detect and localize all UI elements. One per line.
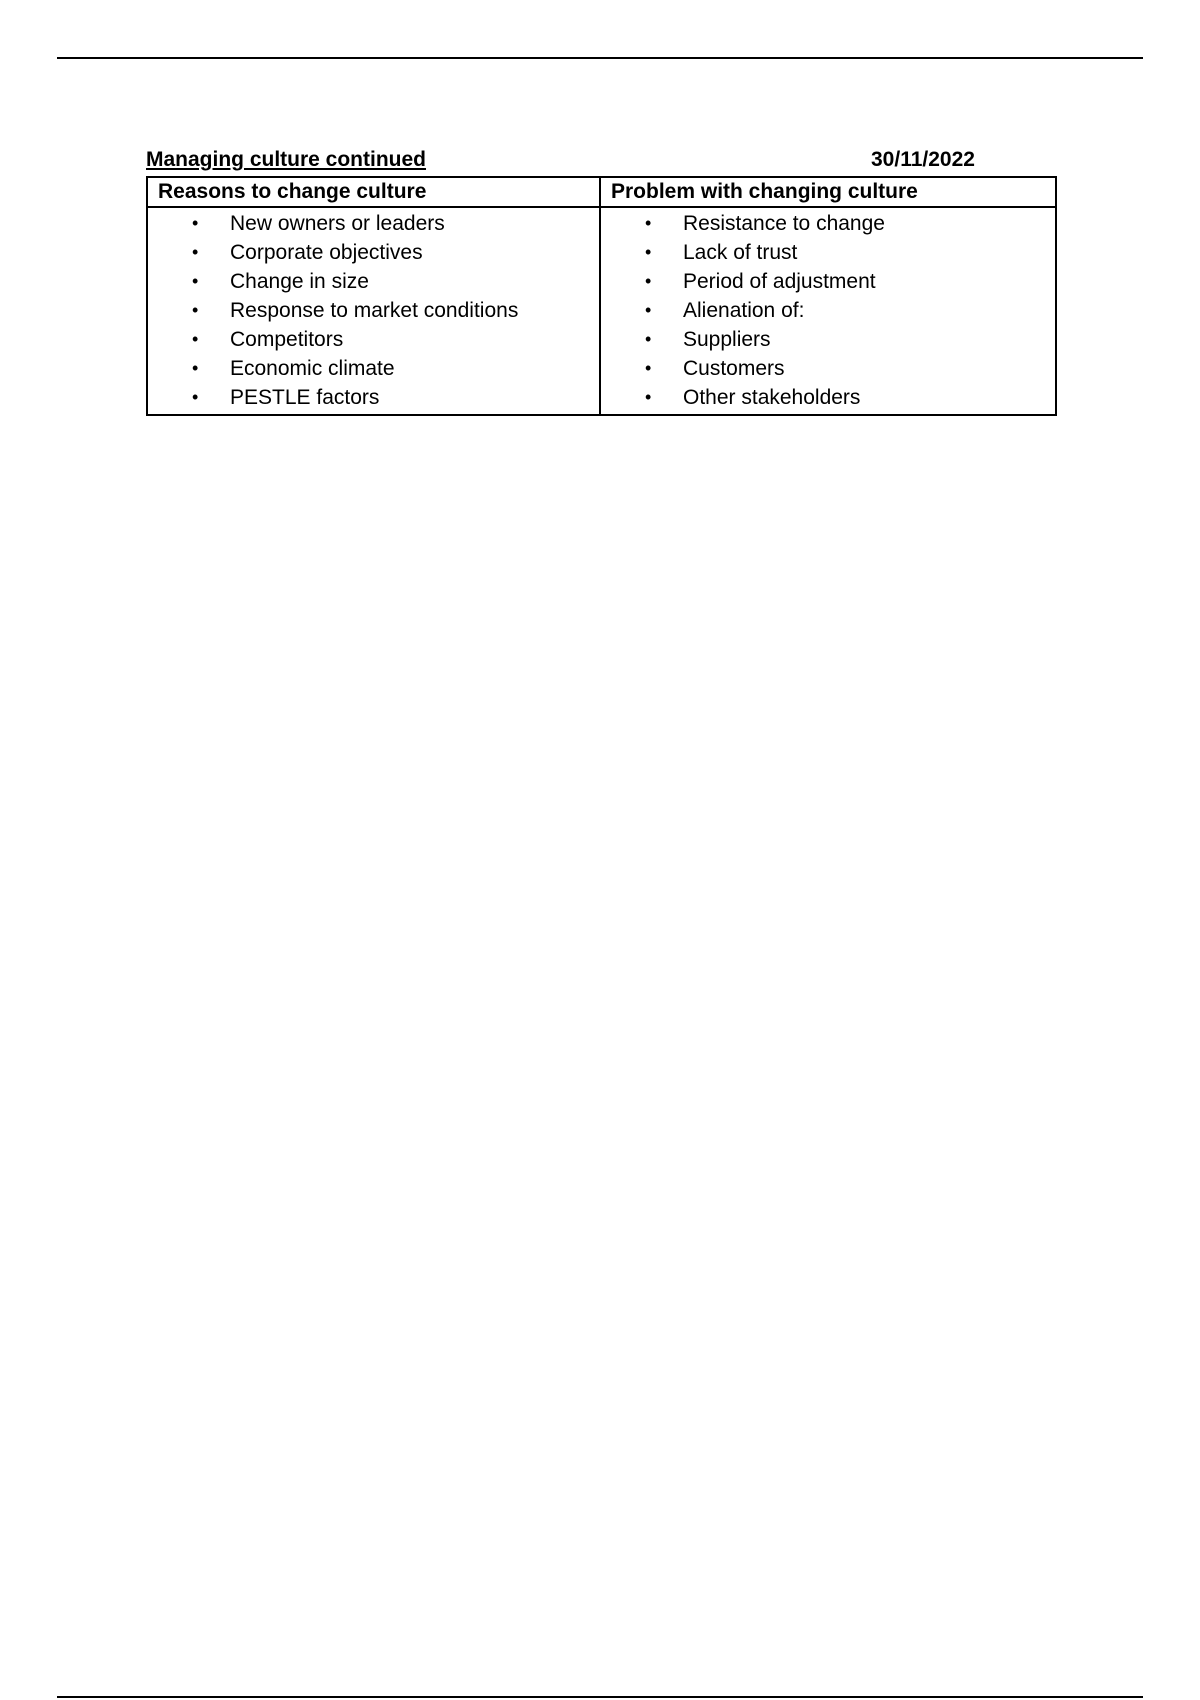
list-item-text: PESTLE factors <box>230 386 380 409</box>
list-item-text: Response to market conditions <box>230 299 519 322</box>
list-item <box>601 383 1055 412</box>
document-date: 30/11/2022 <box>871 148 975 171</box>
list-item <box>148 325 599 354</box>
list-item-text: Customers <box>683 357 785 380</box>
list-item <box>601 354 1055 383</box>
bullet-icon: • <box>645 358 652 378</box>
culture-table <box>146 176 1057 416</box>
bullet-icon: • <box>192 300 199 320</box>
list-item-text: Lack of trust <box>683 241 798 264</box>
bullet-icon: • <box>192 329 199 349</box>
list-item-text: Change in size <box>230 270 369 293</box>
list-item-text: Economic climate <box>230 357 395 380</box>
reasons-cell <box>147 207 600 415</box>
document-title: Managing culture continued <box>146 148 427 171</box>
list-item <box>148 383 599 412</box>
table-header-row <box>147 177 1056 207</box>
bullet-icon: • <box>192 271 199 291</box>
list-item <box>148 296 599 325</box>
bullet-icon: • <box>645 271 652 291</box>
list-item-text: New owners or leaders <box>230 212 445 235</box>
list-item-text: Other stakeholders <box>683 386 861 409</box>
list-item <box>148 209 599 238</box>
bullet-icon: • <box>192 387 199 407</box>
bullet-icon: • <box>645 242 652 262</box>
list-item <box>601 238 1055 267</box>
list-item-text: Suppliers <box>683 328 771 351</box>
list-item <box>601 325 1055 354</box>
list-item <box>601 267 1055 296</box>
bullet-icon: • <box>645 387 652 407</box>
list-item <box>148 238 599 267</box>
list-item-text: Corporate objectives <box>230 241 423 264</box>
list-item-text: Alienation of: <box>683 299 805 322</box>
bullet-icon: • <box>192 358 199 378</box>
header-rule <box>57 57 1143 59</box>
bullet-icon: • <box>192 213 199 233</box>
list-item <box>148 354 599 383</box>
bullet-icon: • <box>645 300 652 320</box>
list-item-text: Resistance to change <box>683 212 885 235</box>
list-item <box>148 267 599 296</box>
problems-cell <box>600 207 1056 415</box>
bullet-icon: • <box>645 329 652 349</box>
problems-list <box>601 209 1055 412</box>
table-body-row <box>147 207 1056 415</box>
footer-rule <box>57 1696 1143 1698</box>
bullet-icon: • <box>192 242 199 262</box>
header-problems-with-changing: Problem with changing culture <box>600 177 1056 207</box>
list-item <box>601 296 1055 325</box>
list-item-text: Competitors <box>230 328 344 351</box>
bullet-icon: • <box>645 213 652 233</box>
list-item-text: Period of adjustment <box>683 270 876 293</box>
list-item <box>601 209 1055 238</box>
reasons-list <box>148 209 599 412</box>
header-reasons-to-change: Reasons to change culture <box>147 177 600 207</box>
